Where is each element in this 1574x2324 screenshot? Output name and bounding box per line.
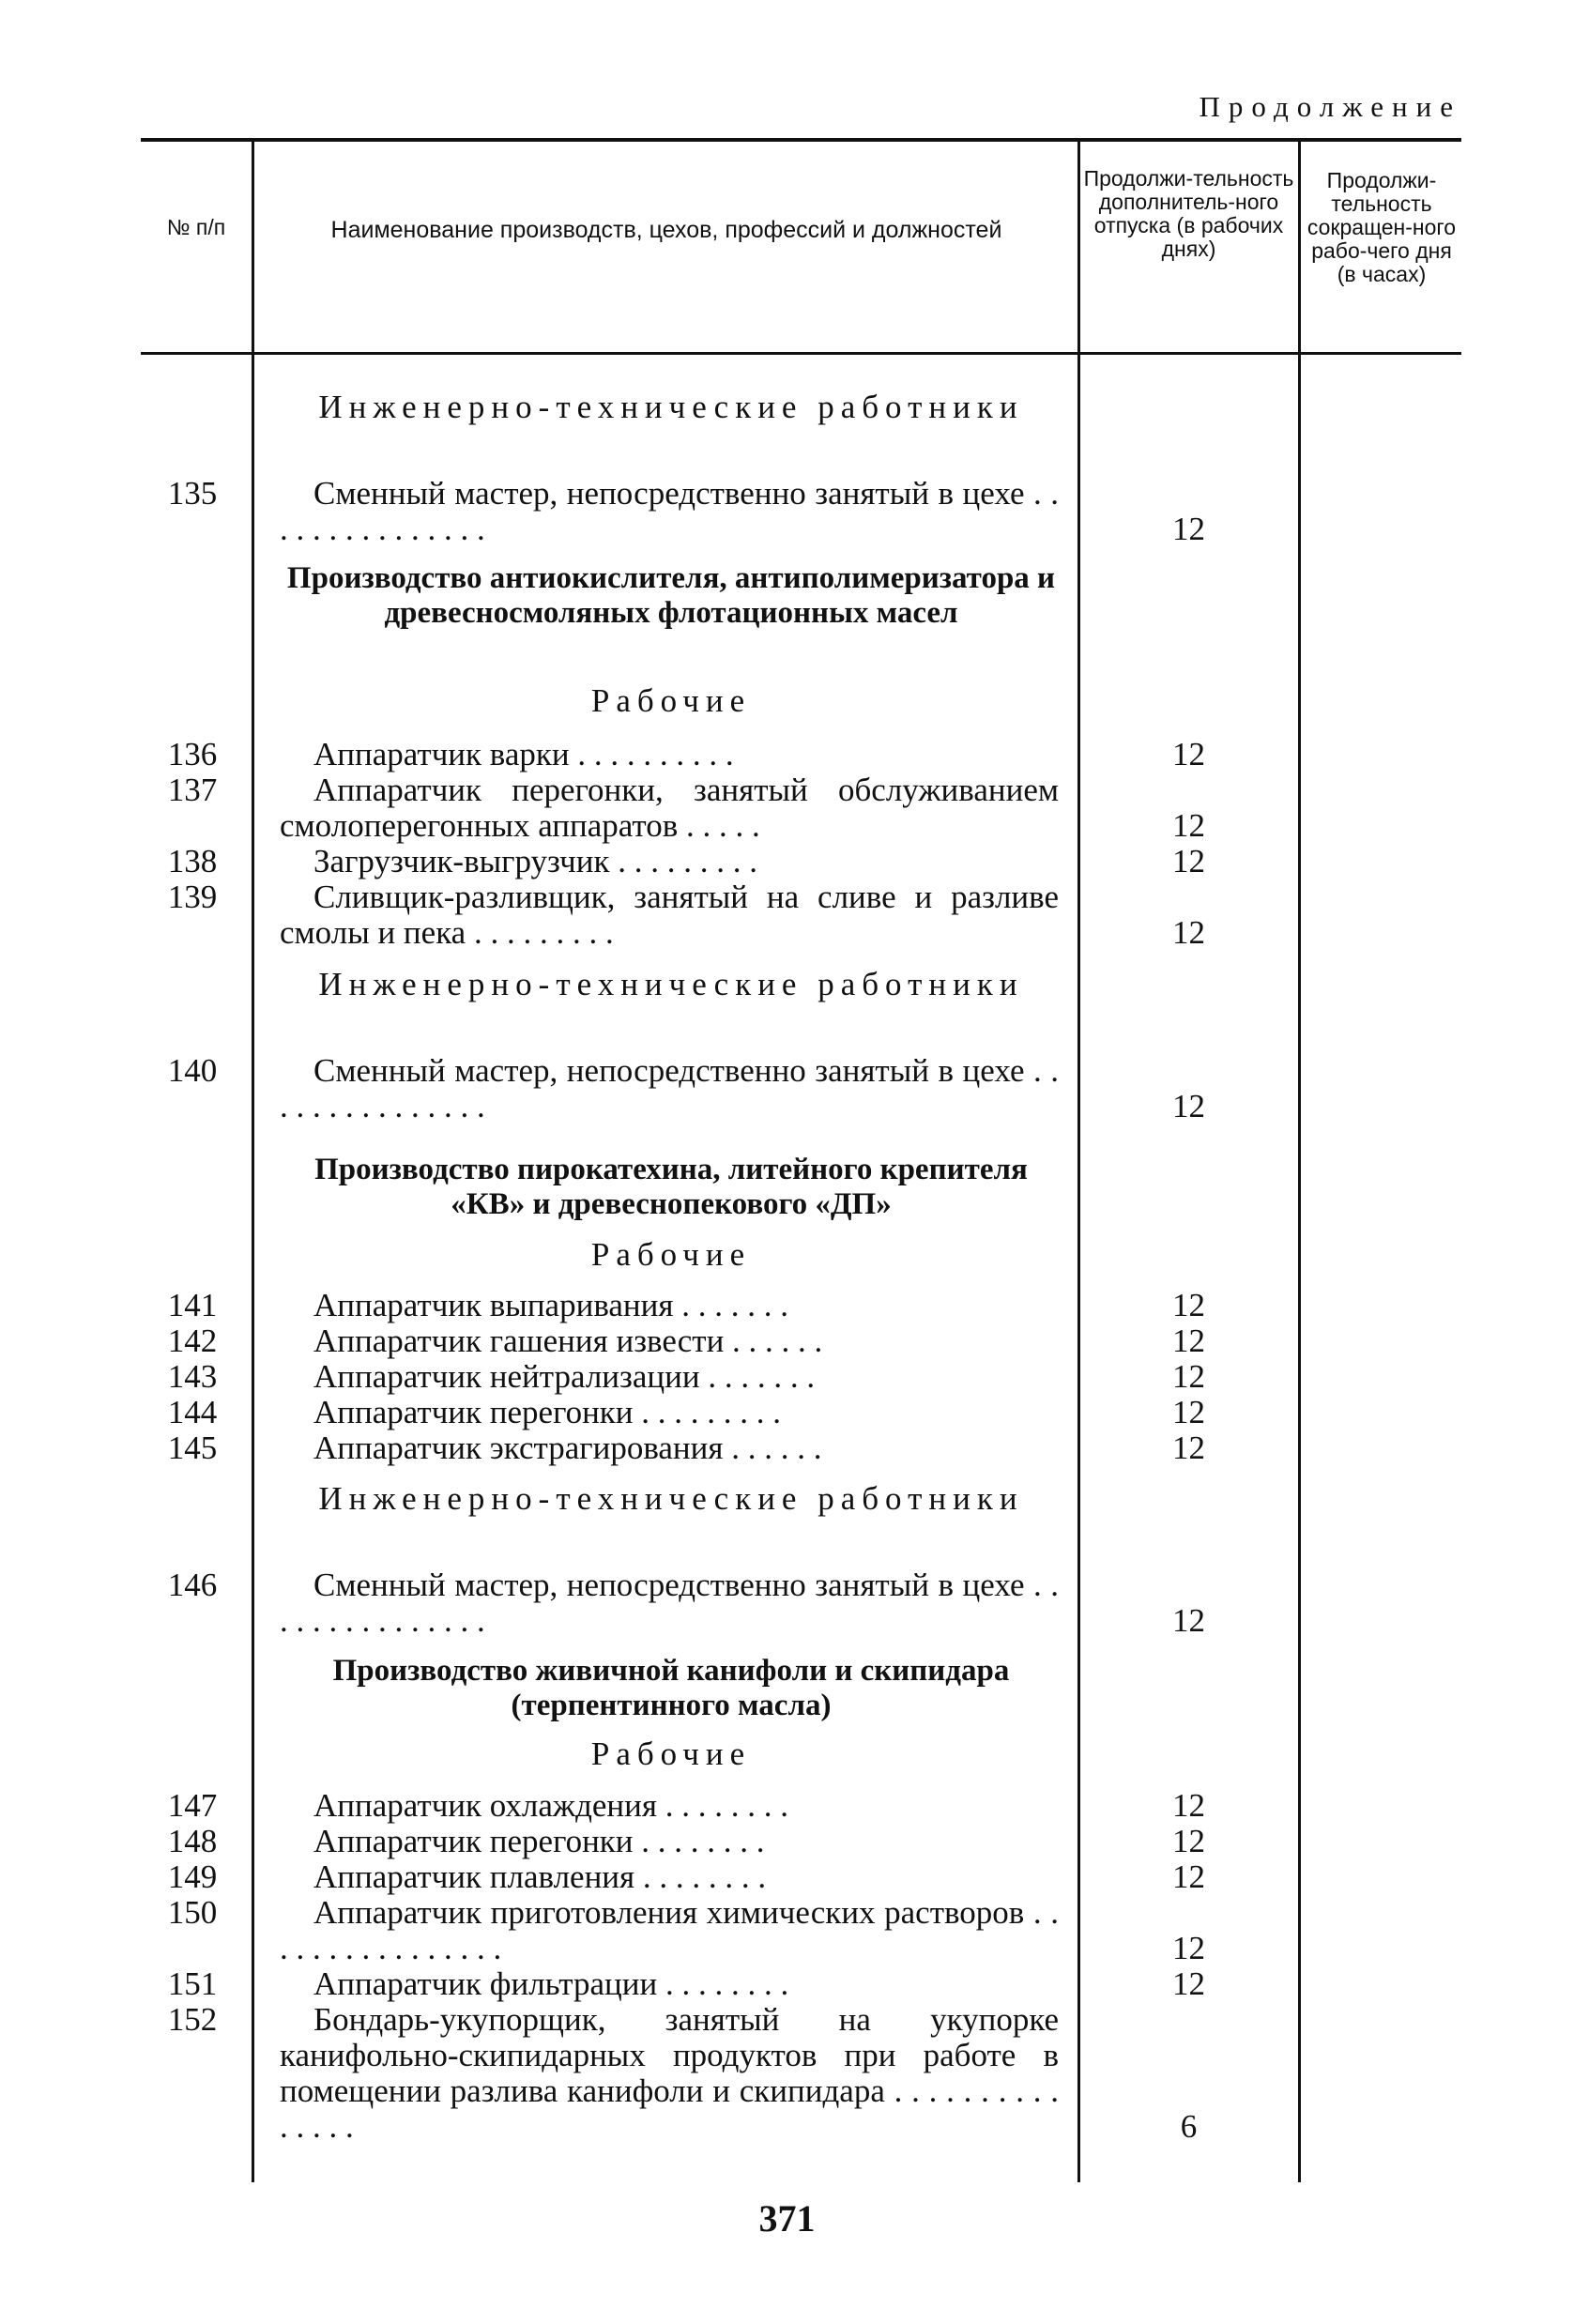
row-name: Аппаратчик приготовления химических растворов . . . . . . . . . . . . . . . . <box>280 1894 1059 1966</box>
row-days: 12 <box>1172 1858 1205 1895</box>
row-number: 140 <box>167 1052 218 1089</box>
row-days: 12 <box>1172 1430 1205 1466</box>
row-name: Аппаратчик гашения извести . . . . . . <box>313 1323 823 1359</box>
row-days: 12 <box>1172 1394 1205 1430</box>
row-number: 150 <box>167 1894 218 1931</box>
header-bottom-rule <box>141 352 1461 355</box>
section-heading: Инженерно-технические работники <box>318 1480 1024 1517</box>
section-heading: Инженерно-технические работники <box>318 389 1024 425</box>
row-number: 149 <box>167 1858 218 1895</box>
row-name: Аппаратчик фильтрации . . . . . . . . <box>313 1965 789 2002</box>
row-number: 145 <box>167 1430 218 1466</box>
row-name: Сменный мастер, непосредственно занятый в цехе . . . . . . . . . . . . . . . <box>280 1052 1059 1124</box>
page-number: 371 <box>758 2197 816 2240</box>
section-subheading: Рабочие <box>590 1236 752 1273</box>
row-number: 135 <box>167 475 218 512</box>
row-days: 12 <box>1172 807 1205 844</box>
row-days: 6 <box>1180 2108 1198 2145</box>
row-name: Аппаратчик экстрагирования . . . . . . <box>313 1430 822 1466</box>
row-number: 143 <box>167 1358 218 1395</box>
section-heading: Производство живичной канифоли и скипидара (терпентинного масла) <box>332 1654 1010 1722</box>
row-days: 12 <box>1172 1323 1205 1359</box>
row-number: 151 <box>167 1965 218 2002</box>
section-heading: Инженерно-технические работники <box>318 966 1024 1002</box>
row-days: 12 <box>1172 736 1205 772</box>
row-number: 142 <box>167 1323 218 1359</box>
row-number: 146 <box>167 1567 218 1603</box>
row-days: 12 <box>1172 1602 1205 1639</box>
table-top-rule <box>141 138 1461 142</box>
row-name: Аппаратчик плавления . . . . . . . . <box>313 1858 767 1895</box>
row-number: 139 <box>167 879 218 915</box>
row-number: 147 <box>167 1787 218 1824</box>
row-name: Аппаратчик нейтрализации . . . . . . . <box>313 1358 816 1395</box>
row-name: Загрузчик-выгрузчик . . . . . . . . . <box>313 843 757 879</box>
row-name: Аппаратчик перегонки, занятый обслуживанием смолоперегонных аппаратов . . . . . <box>280 772 1059 844</box>
header-vacation-days: Продолжи-тельность дополнитель-ного отпуска (в рабочих днях) <box>1083 166 1294 261</box>
row-days: 12 <box>1172 1823 1205 1859</box>
row-days: 12 <box>1172 511 1205 547</box>
row-days: 12 <box>1172 1088 1205 1124</box>
row-days: 12 <box>1172 1287 1205 1323</box>
row-number: 152 <box>167 2001 218 2038</box>
row-name: Сливщик-разливщик, занятый на сливе и разливе смолы и пека . . . . . . . . . <box>280 879 1059 951</box>
row-number: 148 <box>167 1823 218 1859</box>
row-days: 12 <box>1172 1358 1205 1395</box>
row-number: 138 <box>167 843 218 879</box>
section-subheading: Рабочие <box>590 682 752 719</box>
row-name: Аппаратчик варки . . . . . . . . . . <box>313 736 734 772</box>
row-days: 12 <box>1172 914 1205 951</box>
row-days: 12 <box>1172 1965 1205 2002</box>
continuation-label: Продолжение <box>1199 90 1461 123</box>
section-subheading: Рабочие <box>590 1735 752 1772</box>
row-name: Аппаратчик перегонки . . . . . . . . <box>313 1823 765 1859</box>
row-number: 141 <box>167 1287 218 1323</box>
row-number: 144 <box>167 1394 218 1430</box>
row-name: Аппаратчик охлаждения . . . . . . . . <box>313 1787 788 1824</box>
section-heading: Производство пирокатехина, литейного крепителя «КВ» и древеснопекового «ДП» <box>314 1153 1028 1221</box>
row-name: Бондарь-укупорщик, занятый на укупорке канифольно-скипидарных продуктов при работе в помещении разлива канифоли и скипидара . . . . . . . . . . . . . . . <box>280 2001 1059 2145</box>
section-heading: Производство антиокислителя, антиполимеризатора и древесносмоляных флотационных масел <box>286 561 1056 630</box>
row-name: Сменный мастер, непосредственно занятый в цехе . . . . . . . . . . . . . . . <box>280 475 1059 547</box>
row-name: Аппаратчик выпаривания . . . . . . . <box>313 1287 788 1323</box>
row-number: 137 <box>167 772 218 808</box>
header-short-day-hours: Продолжи-тельность сокращен-ного рабо-чего дня (в часах) <box>1307 168 1457 286</box>
header-name: Наименование производств, цехов, профессий и должностей <box>330 217 1002 243</box>
row-days: 12 <box>1172 1930 1205 1966</box>
row-days: 12 <box>1172 843 1205 879</box>
column-divider <box>1298 141 1301 2182</box>
header-number: № п/п <box>166 215 226 239</box>
row-name: Сменный мастер, непосредственно занятый в цехе . . . . . . . . . . . . . . . <box>280 1567 1059 1639</box>
column-divider <box>252 141 254 2182</box>
row-number: 136 <box>167 736 218 772</box>
row-days: 12 <box>1172 1787 1205 1824</box>
row-name: Аппаратчик перегонки . . . . . . . . . <box>313 1394 782 1430</box>
